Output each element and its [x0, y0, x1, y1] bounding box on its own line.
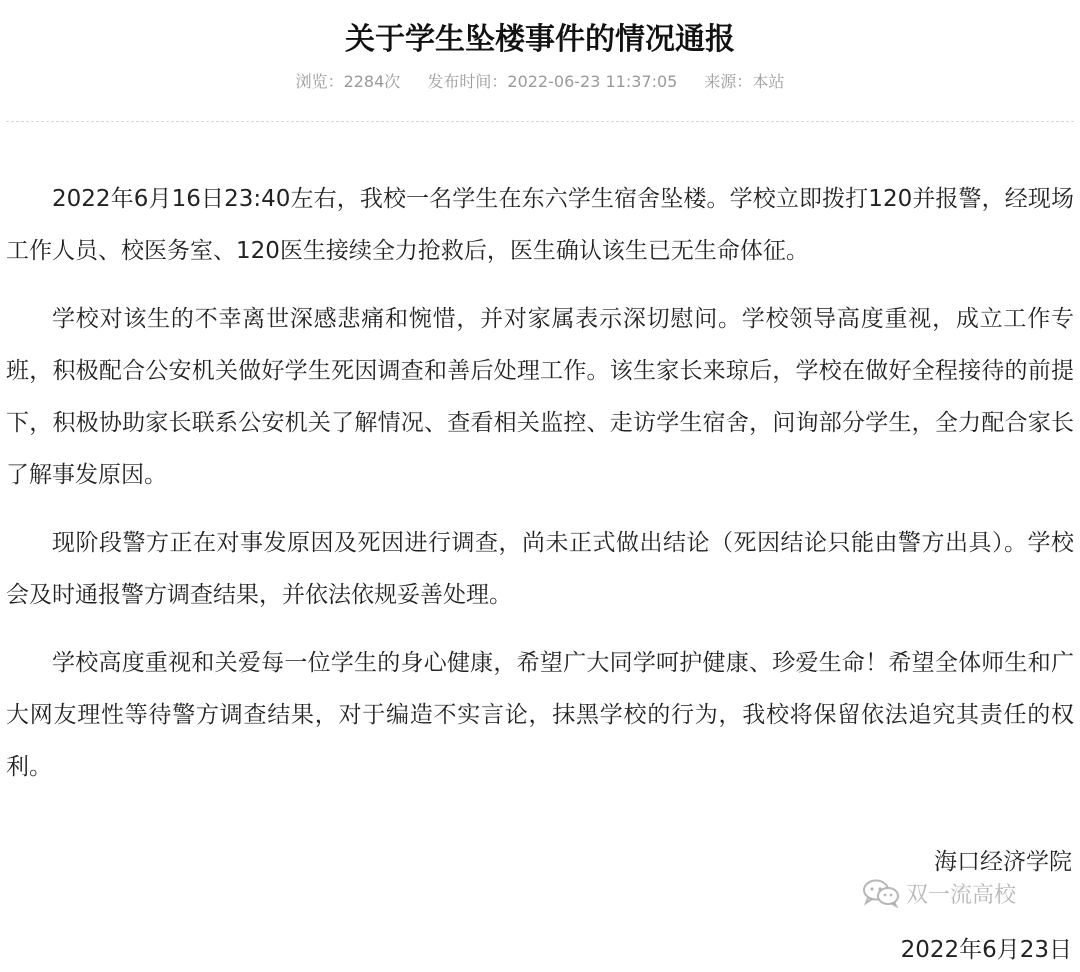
page-title: 关于学生坠楼事件的情况通报 [345, 22, 735, 57]
paragraph: 学校对该生的不幸离世深感悲痛和惋惜，并对家属表示深切慰问。学校领导高度重视，成立工作专班，积极配合公安机关做好学生死因调查和善后处理工作。该生家长来琼后，学校在做好全程接待的前提下，积极协助家长联系公安机关了解情况、查看相关监控、走访学生宿舍，问询部分学生，全力配合家长了解事发原因。 [6, 306, 1074, 488]
watermark [862, 876, 1016, 910]
signature-org: 海口经济学院 [934, 849, 1072, 875]
article-meta [0, 70, 1080, 94]
watermark-text: 双一流高校 [906, 882, 1017, 908]
paragraph: 现阶段警方正在对事发原因及死因进行调查，尚未正式做出结论（死因结论只能由警方出具）。学校会及时通报警方调查结果，并依法依规妥善处理。 [6, 530, 1074, 608]
signature-date: 2022年6月23日 [900, 937, 1072, 963]
publish-time: 发布时间：2022-06-23 11:37:05 [427, 72, 678, 91]
view-count: 浏览：2284次 [295, 72, 401, 91]
paragraph: 2022年6月16日23:40左右，我校一名学生在东六学生宿舍坠楼。学校立即拨打120并报警，经现场工作人员、校医务室、120医生接续全力抢救后，医生确认该生已无生命体征。 [6, 186, 1074, 264]
source-label: 来源：本站 [704, 72, 785, 91]
wechat-icon [862, 878, 900, 908]
paragraph: 学校高度重视和关爱每一位学生的身心健康，希望广大同学呵护健康、珍爱生命！希望全体师生和广大网友理性等待警方调查结果，对于编造不实言论，抹黑学校的行为，我校将保留依法追究其责任的权利。 [6, 650, 1074, 780]
meta-divider [6, 121, 1074, 122]
article-body [6, 173, 1074, 809]
